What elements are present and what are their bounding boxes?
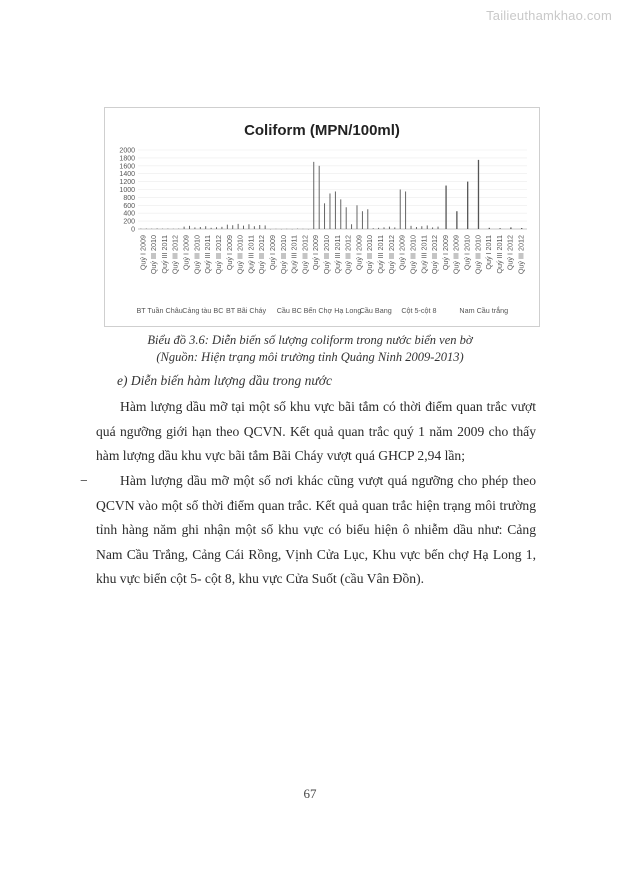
bar: [357, 205, 358, 229]
x-tick-label: Quý I 2009: [354, 235, 364, 271]
x-tick-label: Quý III 2011: [159, 235, 169, 274]
group-label: BT Tuần Châu: [136, 306, 183, 315]
x-tick-label: Quý III 2009: [451, 235, 461, 275]
bar: [373, 228, 374, 229]
x-tick-label: Quý I 2009: [181, 235, 191, 271]
x-tick-label: Quý III 2012: [343, 234, 353, 275]
x-tick-label: Quý III 2012: [430, 235, 440, 275]
bar: [389, 227, 390, 229]
bar: [445, 186, 446, 229]
y-tick-label: 0: [131, 226, 135, 234]
bar: [330, 193, 331, 229]
bar: [427, 225, 428, 229]
bar: [248, 224, 249, 229]
bar: [432, 227, 433, 229]
bar: [184, 227, 185, 229]
bar: [456, 211, 457, 229]
x-tick-label: Quý I 2011: [484, 235, 494, 270]
x-tick-label: Quý I 2009: [311, 235, 321, 271]
bar: [232, 225, 233, 229]
x-tick-label: Quý III 2012: [386, 235, 396, 275]
section-heading: e) Diễn biến hàm lượng dầu trong nước: [117, 373, 332, 388]
group-label: Cầu BC: [276, 306, 302, 315]
bullet-dash: −: [80, 473, 88, 488]
bar: [438, 227, 439, 229]
bar: [243, 226, 244, 229]
y-tick-label: 1800: [119, 155, 135, 163]
y-tick-label: 600: [123, 202, 135, 210]
bar: [211, 228, 212, 229]
y-tick-label: 2000: [119, 147, 135, 155]
chart-svg: [105, 108, 539, 326]
x-tick-label: Quý III 2012: [213, 235, 223, 275]
bar: [200, 227, 201, 229]
group-label: Cảng tàu BC: [182, 306, 224, 315]
x-tick-label: Quý I 2009: [267, 235, 277, 271]
bar: [478, 160, 479, 229]
bar: [335, 191, 336, 229]
x-tick-label: Quý III 2010: [278, 235, 288, 275]
x-tick-label: Quý III 2011: [376, 235, 386, 274]
watermark: Tailieuthamkhao.com: [486, 8, 612, 23]
bar: [221, 227, 222, 229]
bar: [378, 228, 379, 229]
bar: [340, 199, 341, 229]
group-label: Cầu Bang: [359, 306, 392, 315]
bar: [499, 228, 500, 229]
page-number: 67: [303, 786, 317, 801]
paragraph-2: Hàm lượng dầu mỡ một số nơi khác cũng vượt quá ngưỡng cho phép theo QCVN vào một số thời điểm quan trắc. Kết quả quan trắc hiện trạng môi trường tỉnh hàng năm ghi nhận một số khu vực có biểu hiện ô nhiễm dầu như: Cảng Nam Cầu Trắng, Cảng Cái Rồng, Vịnh Cửa Lục, Khu vực bến chợ Hạ Long 1, khu vực biển cột 5- cột 8, khu vực Cửa Suốt (cầu Vân Đồn).: [96, 473, 536, 586]
bar: [384, 227, 385, 229]
bar: [189, 226, 190, 229]
x-tick-label: Quý III 2011: [494, 235, 504, 274]
x-tick-label: Quý III 2012: [516, 235, 526, 275]
x-tick-label: Quý III 2010: [322, 235, 332, 275]
bar: [265, 225, 266, 229]
chart-caption: Biểu đồ 3.6: Diễn biến số lượng coliform trong nước biển ven bờ: [147, 333, 473, 347]
y-tick-label: 400: [123, 210, 135, 218]
x-tick-label: Quý III 2012: [170, 235, 180, 275]
paragraph-1: Hàm lượng dầu mỡ tại một số khu vực bãi tắm có thời điểm quan trắc vượt quá ngưỡng giới hạn theo QCVN. Kết quả quan trắc quý 1 năm 2009 cho thấy hàm lượng dầu khu vực bãi tắm Bãi Cháy vượt quá GHCP 2,94 lần;: [96, 399, 536, 463]
bar: [194, 227, 195, 229]
y-tick-label: 800: [123, 194, 135, 202]
group-label: BT Bãi Cháy: [225, 306, 267, 315]
bar: [346, 207, 347, 229]
bar: [254, 226, 255, 229]
x-tick-label: Quý III 2012: [300, 235, 310, 275]
bar: [351, 224, 352, 229]
bar: [421, 226, 422, 229]
x-tick-label: Quý III 2010: [365, 235, 375, 275]
group-label: Cột 5-cột 8: [401, 306, 437, 315]
bar: [238, 224, 239, 229]
bar: [319, 166, 320, 229]
y-tick-label: 1000: [119, 187, 135, 194]
bar: [400, 190, 401, 230]
bar: [411, 226, 412, 229]
chart-title: Coliform (MPN/100ml): [244, 122, 400, 139]
y-tick-label: 1400: [119, 171, 135, 179]
bar: [510, 227, 511, 229]
x-tick-label: Quý I 2010: [462, 235, 472, 271]
bar: [489, 228, 490, 229]
bar: [313, 162, 314, 229]
y-tick-label: 1200: [119, 179, 135, 187]
group-label: Nam Cầu trắng: [459, 306, 509, 315]
x-tick-label: Quý III 2010: [473, 235, 483, 275]
x-tick-label: Quý III 2012: [257, 235, 267, 275]
x-tick-label: Quý I 2009: [440, 235, 450, 271]
y-tick-label: 200: [123, 218, 135, 226]
bar: [416, 227, 417, 229]
bar: [205, 226, 206, 229]
chart-source: (Nguồn: Hiện trạng môi trường tỉnh Quảng Ninh 2009-2013): [156, 350, 464, 364]
bar: [157, 228, 158, 229]
bar: [467, 182, 468, 229]
bar: [259, 225, 260, 229]
x-tick-label: Quý III 2011: [289, 235, 299, 274]
bar: [521, 228, 522, 229]
bar: [324, 203, 325, 229]
x-tick-label: Quý III 2010: [192, 235, 202, 275]
bar: [362, 211, 363, 229]
group-label: Bến Chợ Hạ Long: [303, 306, 362, 315]
y-tick-label: 1600: [119, 163, 135, 171]
coliform-chart: [104, 107, 540, 327]
x-tick-label: Quý III 2011: [419, 235, 429, 274]
x-tick-label: Quý I 2009: [397, 235, 407, 271]
x-tick-label: Quý III 2011: [203, 235, 213, 274]
bar: [405, 191, 406, 229]
x-tick-label: Quý III 2010: [408, 235, 418, 275]
bar: [367, 209, 368, 229]
x-tick-label: Quý III 2010: [149, 235, 159, 275]
x-tick-label: Quý I 2012: [505, 235, 515, 271]
bar: [394, 227, 395, 229]
bar: [227, 225, 228, 229]
x-tick-label: Quý III 2011: [246, 235, 256, 274]
bar: [216, 227, 217, 229]
x-tick-label: Quý III 2011: [332, 235, 342, 274]
x-tick-label: Quý I 2009: [138, 235, 148, 271]
x-tick-label: Quý I 2009: [224, 235, 234, 271]
x-tick-label: Quý III 2010: [235, 235, 245, 275]
